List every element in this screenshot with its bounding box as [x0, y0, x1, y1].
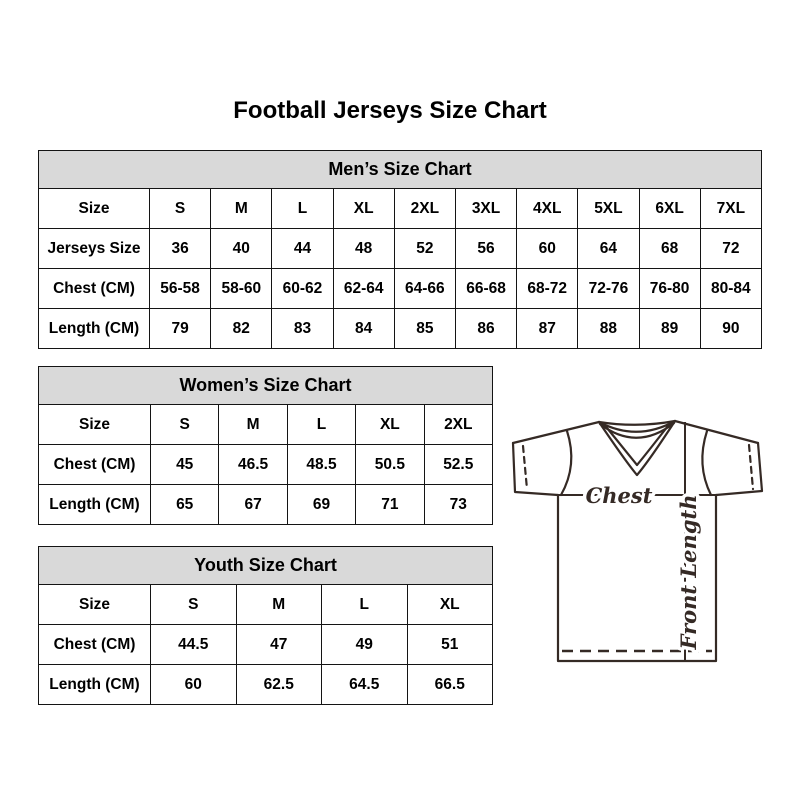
youth-table-row-0 — [39, 585, 493, 625]
women-cell-0-0: S — [151, 405, 219, 445]
women-table-row-1 — [39, 445, 493, 485]
women-cell-1-3: 50.5 — [356, 445, 424, 485]
youth-cell-1-1: 47 — [236, 625, 322, 665]
men-cell-1-2: 44 — [272, 229, 333, 269]
chest-measure-label: Chest — [585, 483, 653, 508]
women-cell-1-0: 45 — [151, 445, 219, 485]
youth-cell-0-0: S — [151, 585, 237, 625]
women-cell-1-2: 48.5 — [287, 445, 355, 485]
women-row-label-0: Size — [39, 405, 151, 445]
men-cell-2-1: 58-60 — [211, 269, 272, 309]
men-cell-1-7: 64 — [578, 229, 639, 269]
men-table-row-1 — [39, 229, 762, 269]
men-cell-1-5: 56 — [455, 229, 516, 269]
youth-cell-0-3: XL — [407, 585, 493, 625]
men-cell-1-8: 68 — [639, 229, 700, 269]
women-cell-0-4: 2XL — [424, 405, 492, 445]
men-cell-3-8: 89 — [639, 309, 700, 349]
men-cell-0-6: 4XL — [517, 189, 578, 229]
page-title: Football Jerseys Size Chart — [233, 97, 547, 124]
men-cell-0-8: 6XL — [639, 189, 700, 229]
men-cell-3-7: 88 — [578, 309, 639, 349]
women-cell-0-3: XL — [356, 405, 424, 445]
men-cell-2-0: 56-58 — [150, 269, 211, 309]
men-cell-3-5: 86 — [455, 309, 516, 349]
youth-row-label-2: Length (CM) — [39, 665, 151, 705]
men-cell-0-9: 7XL — [700, 189, 761, 229]
women-cell-2-4: 73 — [424, 485, 492, 525]
men-table-row-3 — [39, 309, 762, 349]
women-cell-2-3: 71 — [356, 485, 424, 525]
men-table-row-2 — [39, 269, 762, 309]
youth-size-table — [38, 546, 493, 705]
youth-row-label-1: Chest (CM) — [39, 625, 151, 665]
women-row-label-1: Chest (CM) — [39, 445, 151, 485]
youth-cell-0-1: M — [236, 585, 322, 625]
women-chart-header: Women’s Size Chart — [39, 367, 493, 405]
front-length-measure-label: Front Length — [676, 494, 701, 650]
youth-cell-2-2: 64.5 — [322, 665, 408, 705]
women-cell-0-2: L — [287, 405, 355, 445]
men-cell-2-6: 68-72 — [517, 269, 578, 309]
men-cell-3-2: 83 — [272, 309, 333, 349]
men-row-label-0: Size — [39, 189, 150, 229]
women-cell-1-1: 46.5 — [219, 445, 287, 485]
women-cell-2-2: 69 — [287, 485, 355, 525]
youth-cell-2-3: 66.5 — [407, 665, 493, 705]
men-cell-0-7: 5XL — [578, 189, 639, 229]
youth-cell-1-2: 49 — [322, 625, 408, 665]
men-cell-1-4: 52 — [394, 229, 455, 269]
men-cell-3-4: 85 — [394, 309, 455, 349]
men-cell-0-5: 3XL — [455, 189, 516, 229]
men-cell-0-3: XL — [333, 189, 394, 229]
youth-cell-0-2: L — [322, 585, 408, 625]
men-cell-2-9: 80-84 — [700, 269, 761, 309]
men-cell-2-5: 66-68 — [455, 269, 516, 309]
women-table-row-0 — [39, 405, 493, 445]
women-cell-1-4: 52.5 — [424, 445, 492, 485]
men-cell-2-8: 76-80 — [639, 269, 700, 309]
women-cell-2-1: 67 — [219, 485, 287, 525]
youth-cell-2-0: 60 — [151, 665, 237, 705]
men-row-label-3: Length (CM) — [39, 309, 150, 349]
men-cell-0-4: 2XL — [394, 189, 455, 229]
jersey-outline-icon — [513, 421, 762, 661]
men-cell-3-3: 84 — [333, 309, 394, 349]
men-cell-3-9: 90 — [700, 309, 761, 349]
youth-row-label-0: Size — [39, 585, 151, 625]
men-cell-3-6: 87 — [517, 309, 578, 349]
men-chart-header: Men’s Size Chart — [39, 151, 762, 189]
men-cell-3-1: 82 — [211, 309, 272, 349]
women-cell-0-1: M — [219, 405, 287, 445]
men-cell-1-0: 36 — [150, 229, 211, 269]
men-table-row-0 — [39, 189, 762, 229]
men-cell-0-0: S — [150, 189, 211, 229]
youth-table-row-2 — [39, 665, 493, 705]
youth-cell-2-1: 62.5 — [236, 665, 322, 705]
youth-chart-header: Youth Size Chart — [39, 547, 493, 585]
men-cell-2-3: 62-64 — [333, 269, 394, 309]
women-cell-2-0: 65 — [151, 485, 219, 525]
men-cell-1-9: 72 — [700, 229, 761, 269]
men-cell-2-2: 60-62 — [272, 269, 333, 309]
women-table-row-2 — [39, 485, 493, 525]
men-cell-1-1: 40 — [211, 229, 272, 269]
men-row-label-1: Jerseys Size — [39, 229, 150, 269]
men-cell-0-1: M — [211, 189, 272, 229]
men-cell-2-7: 72-76 — [578, 269, 639, 309]
men-cell-2-4: 64-66 — [394, 269, 455, 309]
men-row-label-2: Chest (CM) — [39, 269, 150, 309]
youth-cell-1-0: 44.5 — [151, 625, 237, 665]
womens-size-table — [38, 366, 493, 525]
men-cell-1-3: 48 — [333, 229, 394, 269]
men-cell-0-2: L — [272, 189, 333, 229]
youth-cell-1-3: 51 — [407, 625, 493, 665]
youth-table-row-1 — [39, 625, 493, 665]
women-row-label-2: Length (CM) — [39, 485, 151, 525]
men-cell-3-0: 79 — [150, 309, 211, 349]
jersey-measurement-diagram — [505, 410, 777, 670]
men-cell-1-6: 60 — [517, 229, 578, 269]
mens-size-table — [38, 150, 762, 349]
